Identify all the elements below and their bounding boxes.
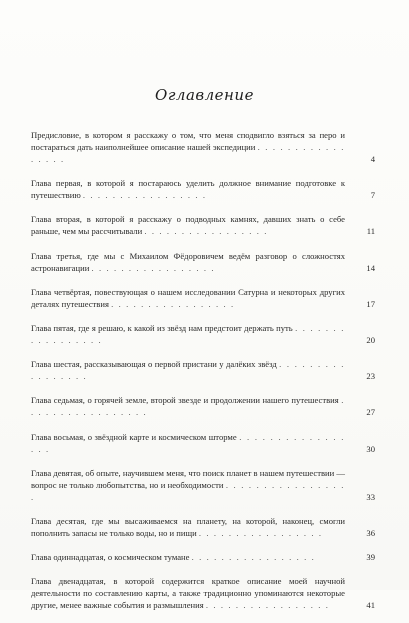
toc-entry-chapter-10 [31,515,375,539]
page-title: Оглавление [155,86,254,104]
toc-page-number: 36 [366,527,375,538]
toc-entry-text: Глава пятая, где я решаю, к какой из звёзд нам предстоит держать путь [31,322,293,333]
toc-page-number: 30 [366,443,375,454]
toc-entry-text: Глава вторая, в которой я расскажу о подводных камнях, давших знать о себе раньше, чем мы рассчитывали [31,214,345,237]
toc-entry-chapter-5 [31,322,375,346]
dot-leader: . . . . . . . . . . . . . . . . . [31,322,346,345]
dot-leader: . . . . . . . . . . . . . . . . . [31,359,345,382]
toc-entry-chapter-12 [31,575,375,611]
toc-page-number: 41 [366,600,375,611]
toc-page-number: 27 [366,407,375,418]
toc-entry-text: Глава девятая, об опыте, научившем меня, что поиск планет в нашем путешествии — вопрос не только любопытства, но и необходимости [31,467,345,490]
dot-leader: . . . . . . . . . . . . . . . . . [205,600,330,611]
toc-entry-text: Глава десятая, где мы высаживаемся на планету, на которой, наконец, смогли пополнить запасы не только воды, но и пищи [31,515,345,538]
toc-entry-text: Глава шестая, рассказывающая о первой пристани у далёких звёзд [31,359,277,370]
toc-page-number: 17 [366,298,375,309]
toc-entry-text: Глава двенадцатая, в которой содержится краткое описание моей научной деятельности по составлению карты, а также традиционно упоминаются некоторые другие, менее важные события и размышления [31,576,345,611]
toc-page-number: 7 [370,190,375,201]
dot-leader: . . . . . . . . . . . . . . . . . [191,552,316,563]
toc-entry-text: Глава восьмая, о звёздной карте и космическом шторме [31,431,237,442]
toc-entry-chapter-8 [31,431,375,455]
dot-leader: . . . . . . . . . . . . . . . . . [144,226,269,237]
toc-page-number: 23 [366,371,375,382]
toc-entry-text: Предисловие, в котором я расскажу о том, что меня сподвигло взяться за перо и постараться дать наиполнейшее описание нашей экспедиции [31,130,345,152]
toc-entry-preface [31,129,375,165]
toc-entry-chapter-2 [31,213,375,237]
toc-entry-chapter-1 [31,177,375,201]
dot-leader: . . . . . . . . . . . . . . . . . [91,262,216,273]
toc-page-number: 39 [366,552,375,563]
toc-page-number: 11 [366,226,375,237]
toc-entry-text: Глава первая, в которой я постараюсь уделить должное внимание подготовке к путешествию [31,178,345,201]
toc-entry-chapter-11 [31,551,375,563]
dot-leader: . . . . . . . . . . . . . . . . . [111,298,235,309]
toc-entry-text: Глава одиннадцатая, о космическом тумане [31,552,190,563]
toc-page-number: 4 [370,154,375,164]
dot-leader: . . . . . . . . . . . . . . . . . [31,142,346,164]
dot-leader: . . . . . . . . . . . . . . . . . [31,479,345,502]
toc-entry-text: Глава третья, где мы с Михаилом Фёдоровичем ведём разговор о сложностях астронавигации [31,250,345,273]
toc-page-number: 20 [366,334,375,345]
dot-leader: . . . . . . . . . . . . . . . . . [31,431,345,454]
toc-entry-chapter-3 [31,250,375,274]
toc-entry-chapter-7 [31,394,375,418]
toc-page-number: 33 [366,491,375,502]
toc-entry-text: Глава седьмая, о горячей земле, второй звезде и продолжении нашего путешествия [31,395,339,406]
toc-page-number: 14 [366,262,375,273]
dot-leader: . . . . . . . . . . . . . . . . . [198,527,323,538]
toc-entry-chapter-4 [31,286,375,310]
dot-leader: . . . . . . . . . . . . . . . . . [31,395,345,418]
toc-entry-chapter-6 [31,358,375,382]
toc-entry-chapter-9 [31,467,375,503]
toc-entry-text: Глава четвёртая, повествующая о нашем исследовании Сатурна и некоторых других деталях путешествия [31,286,345,309]
dot-leader: . . . . . . . . . . . . . . . . . [82,190,207,201]
table-of-contents [31,129,375,623]
